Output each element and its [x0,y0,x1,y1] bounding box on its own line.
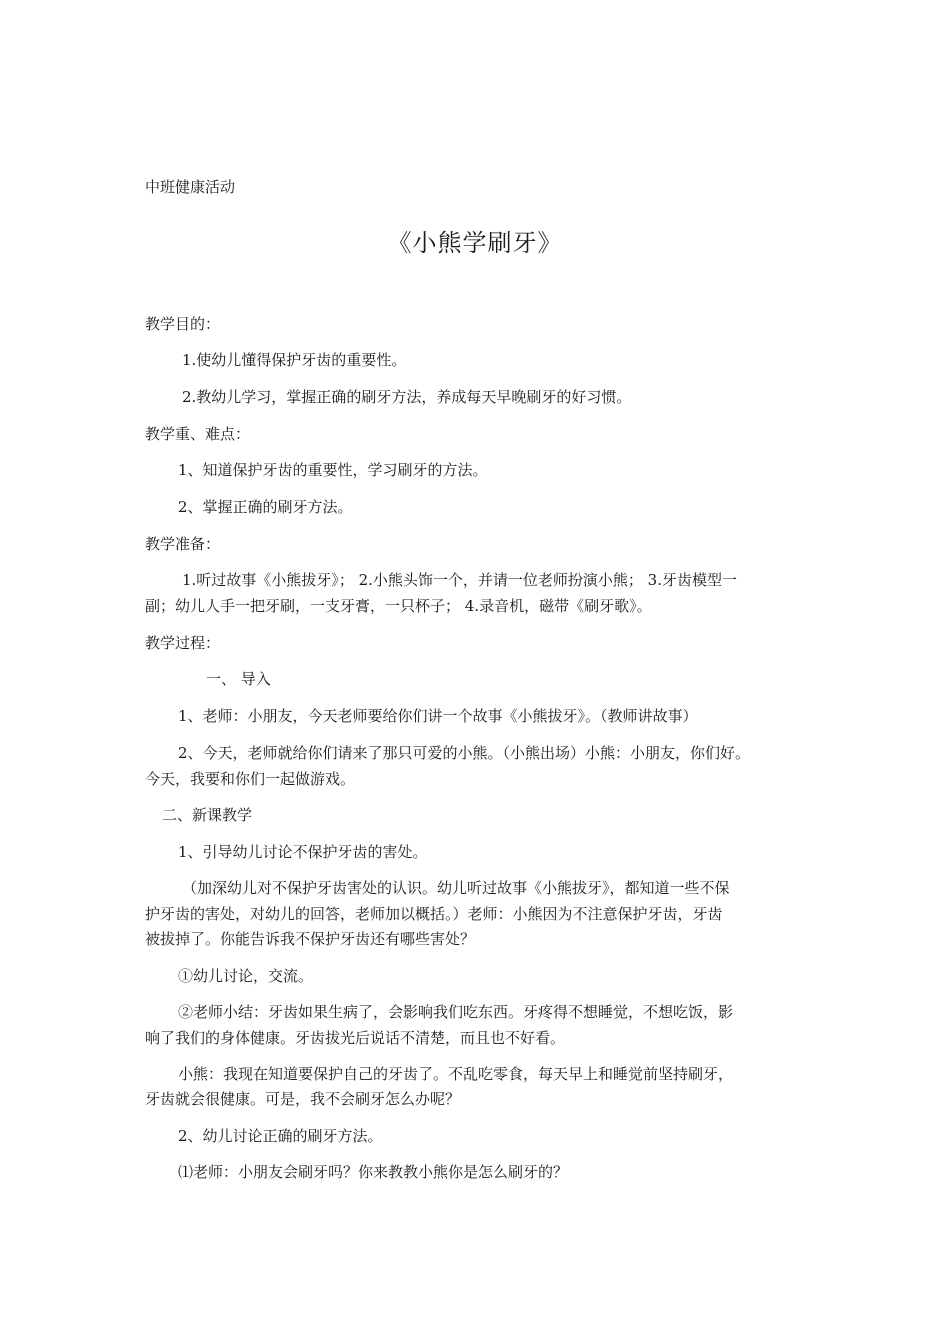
key-points-heading: 教学重、难点： [145,425,251,443]
section-heading: 一、 导入 [206,670,271,688]
process-subitem: ⑴老师：小朋友会刷牙吗？你来教教小熊你是怎么刷牙的？ [178,1163,569,1181]
preparation-heading: 教学准备： [145,535,221,553]
page-title: 《小熊学刷牙》 [387,229,563,257]
preparation-line: 1.听过故事《小熊拔牙》； 2.小熊头饰一个，并请一位老师扮演小熊； 3.牙齿模型一 [182,571,737,589]
activity-category: 中班健康活动 [145,178,236,196]
key-point-item: 2、掌握正确的刷牙方法。 [178,498,353,516]
bear-dialogue-line: 牙齿就会很健康。可是，我不会刷牙怎么办呢？ [145,1090,461,1108]
preparation-line: 副；幼儿人手一把牙刷，一支牙膏，一只杯子； 4.录音机，磁带《刷牙歌》。 [145,597,652,615]
paragraph-line: （加深幼儿对不保护牙齿害处的认识。幼儿听过故事《小熊拔牙》，都知道一些不保 [182,879,730,897]
summary-line: ②老师小结：牙齿如果生病了，会影响我们吃东西。牙疼得不想睡觉，不想吃饭，影 [178,1003,734,1021]
process-item: 2、幼儿讨论正确的刷牙方法。 [178,1127,383,1145]
discussion-item: ①幼儿讨论，交流。 [178,967,314,985]
objective-item: 2.教幼儿学习，掌握正确的刷牙方法，养成每天早晚刷牙的好习惯。 [182,388,632,406]
paragraph-line: 护牙齿的害处，对幼儿的回答，老师加以概括。）老师：小熊因为不注意保护牙齿，牙齿 [145,905,723,923]
section-heading: 二、新课教学 [162,806,253,824]
paragraph-line: 被拔掉了。你能告诉我不保护牙齿还有哪些害处？ [145,930,476,948]
objective-item: 1.使幼儿懂得保护牙齿的重要性。 [182,351,407,369]
key-point-item: 1、知道保护牙齿的重要性，学习刷牙的方法。 [178,461,488,479]
process-item: 1、引导幼儿讨论不保护牙齿的害处。 [178,843,428,861]
bear-dialogue-line: 小熊：我现在知道要保护自己的牙齿了。不乱吃零食，每天早上和睡觉前坚持刷牙， [178,1065,734,1083]
summary-line: 响了我们的身体健康。牙齿拔光后说话不清楚，而且也不好看。 [145,1029,566,1047]
objectives-heading: 教学目的： [145,315,221,333]
process-item: 2、今天，老师就给你们请来了那只可爱的小熊。（小熊出场）小熊：小朋友，你们好。 [178,744,751,762]
process-item-continued: 今天，我要和你们一起做游戏。 [145,770,356,788]
process-item: 1、老师：小朋友，今天老师要给你们讲一个故事《小熊拔牙》。（教师讲故事） [178,707,698,725]
process-heading: 教学过程： [145,634,221,652]
